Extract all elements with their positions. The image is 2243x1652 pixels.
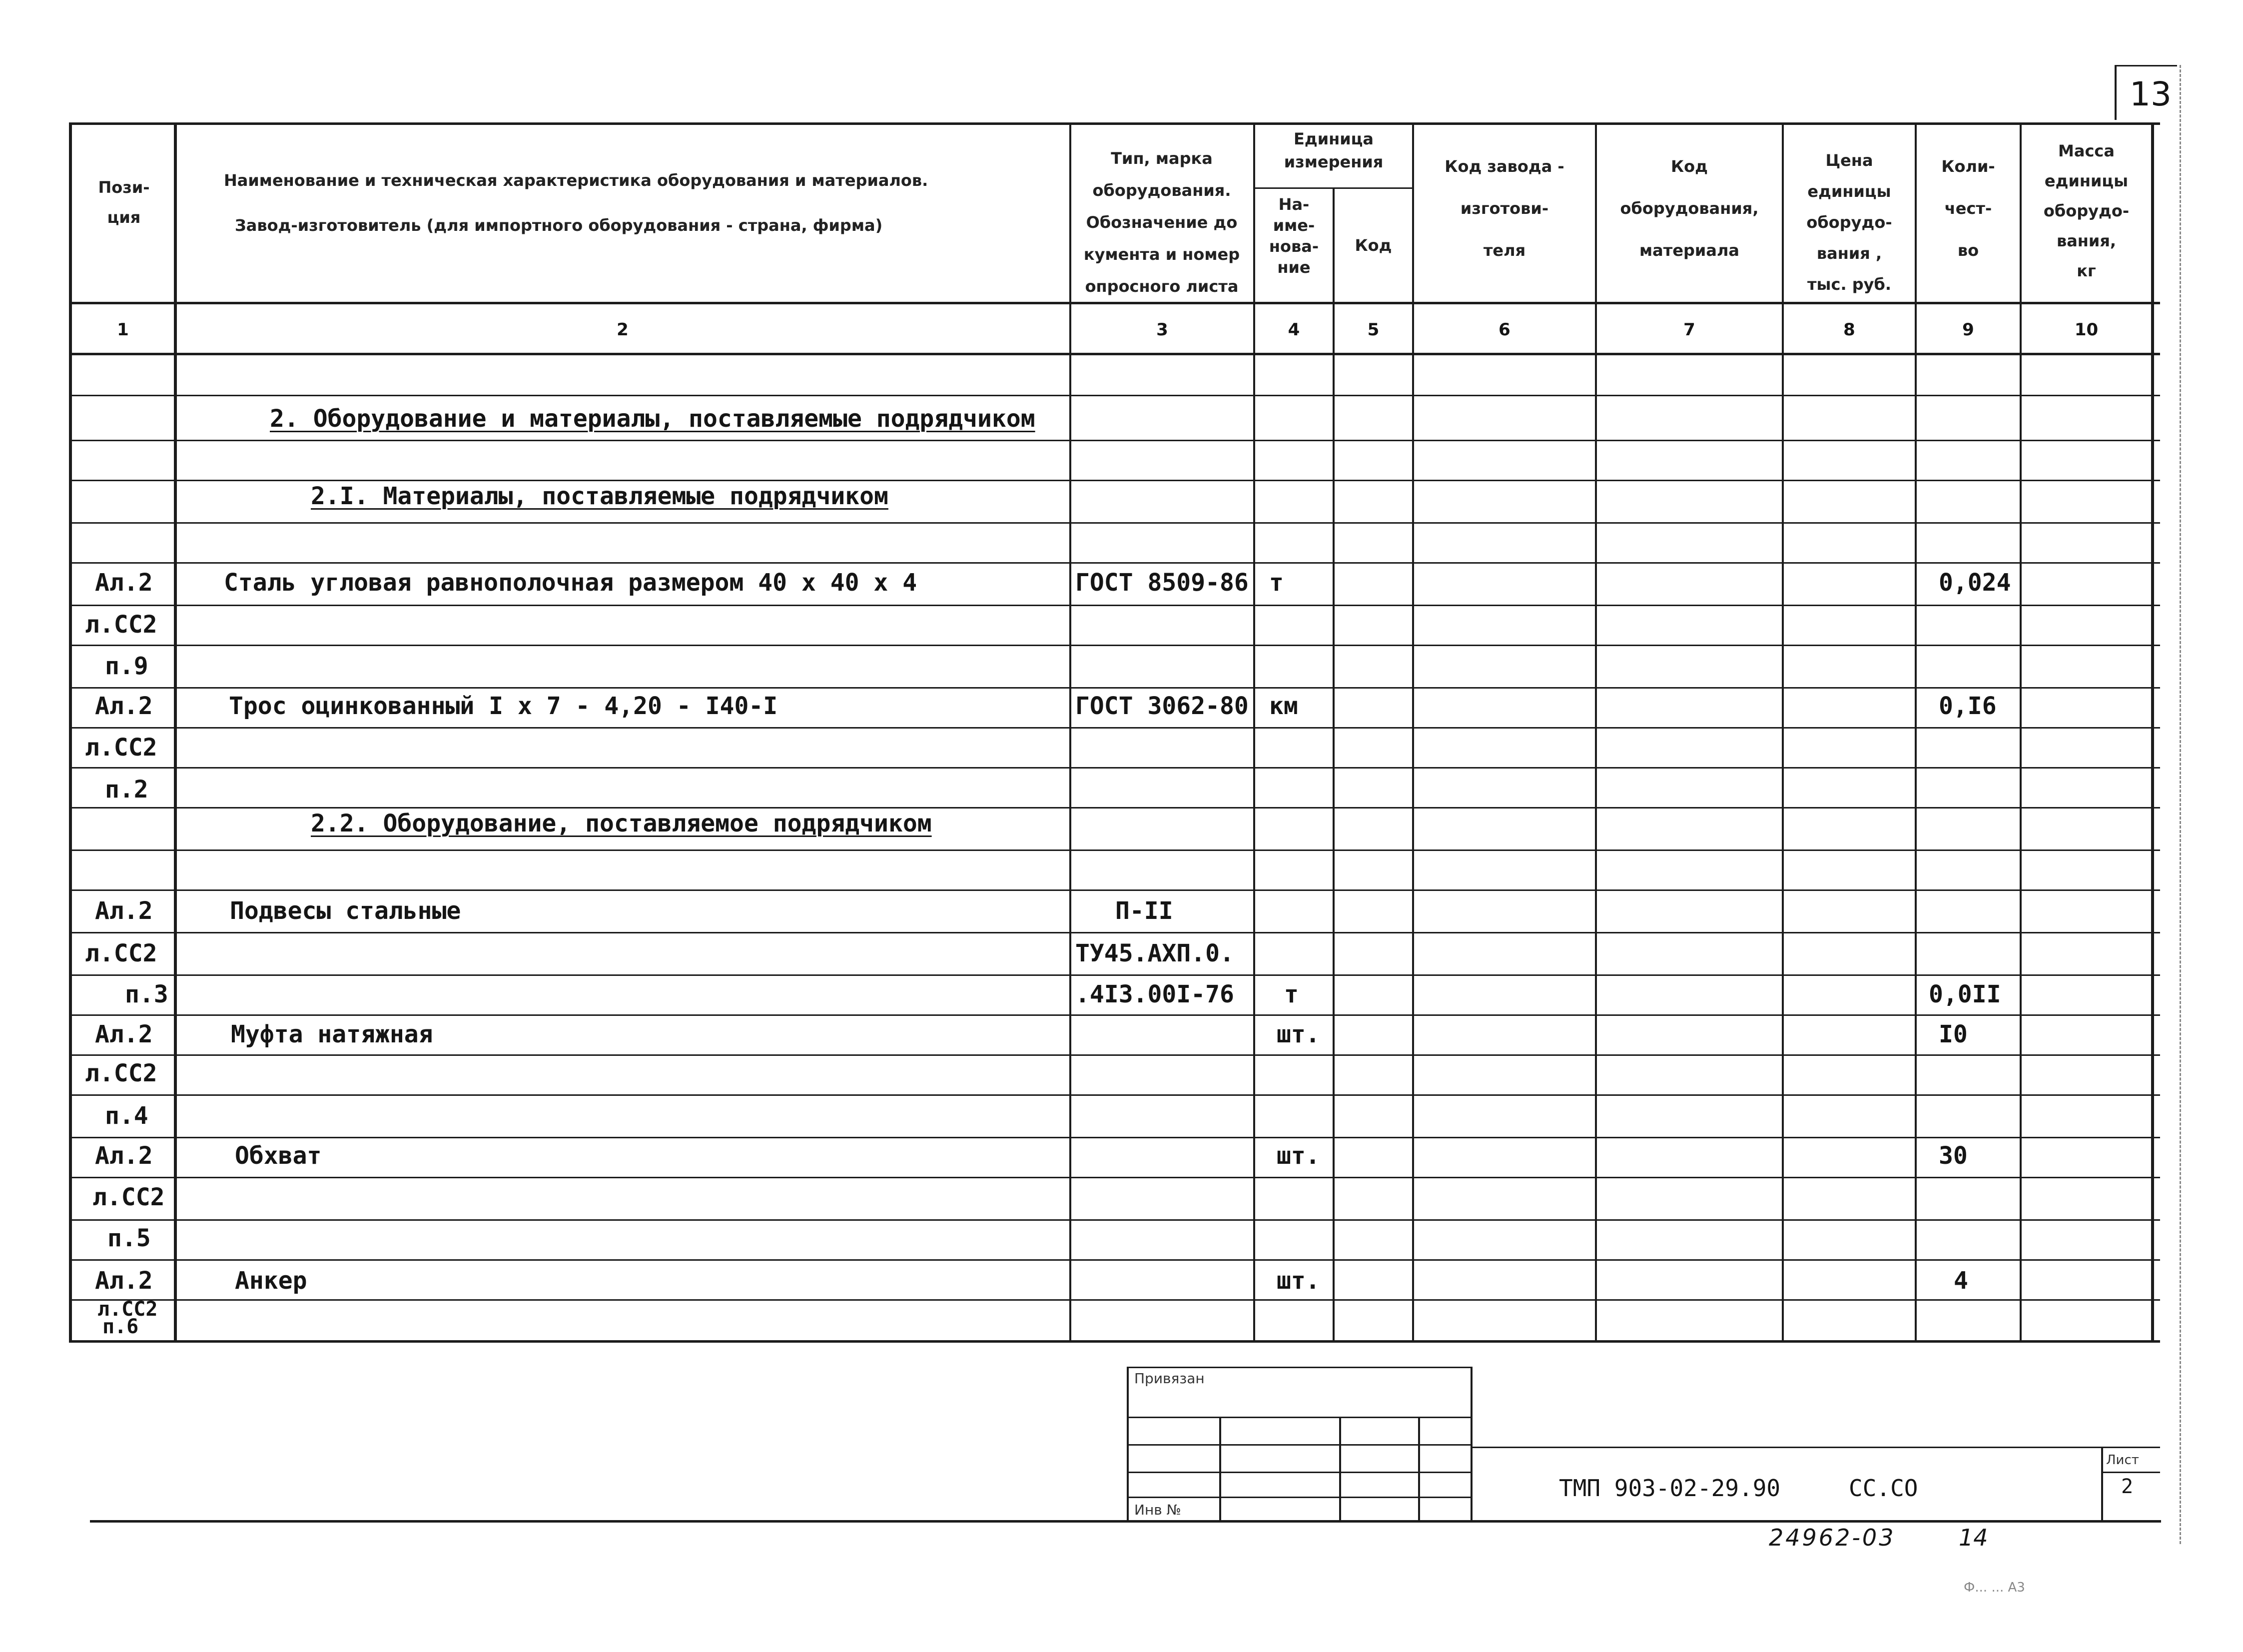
row6-unit: шт. (1277, 1267, 1320, 1295)
row-line (69, 1014, 2160, 1016)
row4-position: Ал.2 (95, 1020, 153, 1048)
col-line-9 (2020, 122, 2022, 1342)
stamp-line (1219, 1417, 1221, 1522)
row6-position: Ал.2 (95, 1267, 153, 1295)
doc-mark: СС.СО (1849, 1475, 1918, 1502)
sheet-number: 2 (2121, 1475, 2134, 1498)
row6-item: п.6 (102, 1315, 139, 1338)
stamp-inv-label: Инв № (1134, 1502, 1181, 1518)
colnum-3: 3 (1156, 320, 1168, 340)
row-line (69, 849, 2160, 851)
row-line (69, 522, 2160, 524)
row5-item: п.5 (107, 1224, 151, 1252)
row2-name: Трос оцинкованный I х 7 - 4,20 - I40-I (229, 692, 778, 720)
row3-unit: т (1284, 980, 1299, 1008)
header-col-name-line2: Завод-изготовитель (для импортного оборудования - страна, фирма) (235, 216, 883, 235)
col-line-10 (2151, 122, 2154, 1342)
row2-type: ГОСТ 3062-80 (1075, 692, 1249, 720)
colnum-5: 5 (1367, 320, 1380, 340)
row-line (69, 727, 2160, 729)
header-col-equipment-code: Код оборудования, материала (1620, 157, 1759, 260)
row5-qty: 30 (1939, 1142, 1968, 1170)
title-block-top (1472, 1447, 2160, 1448)
row3-type-line3: .4I3.00I-76 (1075, 980, 1234, 1008)
row1-qty: 0,024 (1939, 569, 2011, 597)
row4-name: Муфта натяжная (231, 1020, 433, 1048)
row1-type: ГОСТ 8509-86 (1075, 569, 1249, 597)
row2-item: п.2 (105, 776, 148, 804)
colnum-7: 7 (1683, 320, 1695, 340)
stamp-border (1127, 1367, 1472, 1368)
page-number-border-top (2115, 65, 2177, 66)
row3-type: П-II (1115, 897, 1173, 925)
page-number: 13 (2130, 75, 2172, 113)
row5-sheet: л.СС2 (92, 1183, 165, 1211)
row-line (69, 480, 2160, 481)
row2-sheet: л.СС2 (85, 734, 157, 762)
stamp-bound-label: Привязан (1134, 1370, 1205, 1387)
row1-name: Сталь угловая равнополочная размером 40 х 40 х 4 (224, 569, 917, 597)
col-line-1 (174, 122, 177, 1342)
archive-sheet: 14 (1959, 1524, 1988, 1551)
row1-item: п.9 (105, 652, 148, 680)
sheet-box-border (2101, 1447, 2103, 1522)
row5-unit: шт. (1277, 1142, 1320, 1170)
column-numbers-bottom-border (69, 353, 2160, 355)
title-block-bottom (90, 1520, 2161, 1523)
row3-name: Подвесы стальные (230, 897, 461, 925)
row-line (69, 440, 2160, 441)
header-col-plant-code: Код завода - изготови- теля (1445, 157, 1564, 260)
col-line-4 (1333, 187, 1335, 1342)
header-col-name-line1: Наименование и техническая характеристика оборудования и материалов. (224, 171, 928, 190)
stamp-border (1471, 1367, 1473, 1522)
colnum-10: 10 (2074, 320, 2099, 340)
row3-position: Ал.2 (95, 897, 153, 925)
row-line (69, 562, 2160, 564)
header-col-type: Тип, марка оборудования. Обозначение до кумента и номер опросного листа (1083, 149, 1240, 296)
paper-format: Ф... ... А3 (1964, 1580, 2025, 1595)
colnum-2: 2 (617, 320, 629, 340)
row6-name: Анкер (235, 1267, 307, 1295)
row1-sheet: л.СС2 (85, 611, 157, 639)
row-line (69, 687, 2160, 689)
section-2-title: 2. Оборудование и материалы, поставляемые подрядчиком (270, 405, 1035, 433)
stamp-border (1127, 1367, 1129, 1522)
colnum-9: 9 (1962, 320, 1974, 340)
colnum-8: 8 (1843, 320, 1855, 340)
row-line (69, 1054, 2160, 1056)
row5-name: Обхват (235, 1142, 322, 1170)
row-line (69, 645, 2160, 646)
row3-sheet: л.СС2 (85, 939, 157, 967)
row4-qty: I0 (1939, 1020, 1968, 1048)
row4-unit: шт. (1277, 1020, 1320, 1048)
col-line-6 (1595, 122, 1597, 1342)
row-line (69, 1259, 2160, 1261)
stamp-line (1339, 1417, 1341, 1522)
row1-position: Ал.2 (95, 569, 153, 597)
header-unit-group: Единица измерения (1284, 129, 1384, 171)
row-line (69, 1299, 2160, 1301)
row-line (69, 807, 2160, 809)
row6-qty: 4 (1954, 1267, 1968, 1295)
row5-position: Ал.2 (95, 1142, 153, 1170)
row-line (69, 1219, 2160, 1221)
row-line (69, 767, 2160, 769)
row-line (69, 974, 2160, 976)
header-col-position: Пози- ция (98, 178, 150, 227)
header-col-unit-name: На- име- нова- ние (1269, 195, 1319, 277)
row3-item: п.3 (125, 980, 168, 1008)
colnum-1: 1 (117, 320, 129, 340)
doc-code: ТМП 903-02-29.90 (1559, 1475, 1781, 1502)
header-col-mass: Масса единицы оборудо- вания, кг (2043, 141, 2130, 280)
row4-item: п.4 (105, 1102, 148, 1130)
section-2-1-title: 2.I. Материалы, поставляемые подрядчиком (311, 482, 888, 510)
row-line (69, 605, 2160, 606)
row-line (69, 932, 2160, 933)
header-col-price: Цена единицы оборудо- вания , тыс. руб. (1806, 151, 1892, 294)
row6-sheet: л.СС2 (97, 1298, 158, 1321)
row-line (69, 889, 2160, 891)
row2-unit: км (1269, 692, 1298, 720)
section-2-2-title: 2.2. Оборудование, поставляемое подрядчиком (311, 810, 932, 837)
col-line-7 (1782, 122, 1784, 1342)
archive-number: 24962-03 (1769, 1524, 1896, 1551)
row2-position: Ал.2 (95, 692, 153, 720)
stamp-line (1418, 1417, 1420, 1522)
row-line (69, 1137, 2160, 1138)
frame-edge (2180, 65, 2181, 1544)
row4-sheet: л.СС2 (85, 1059, 157, 1087)
col-line-0 (69, 122, 72, 1342)
header-col-quantity: Коли- чест- во (1941, 157, 1995, 260)
row-line (69, 1177, 2160, 1178)
colnum-6: 6 (1498, 320, 1510, 340)
colnum-4: 4 (1288, 320, 1300, 340)
sheet-label: Лист (2106, 1453, 2139, 1468)
row3-type-line2: ТУ45.АХП.0. (1075, 939, 1234, 967)
sheet-box-divider (2101, 1472, 2160, 1473)
row2-qty: 0,I6 (1939, 692, 1997, 720)
col-line-2 (1069, 122, 1071, 1342)
table-bottom-border (69, 1340, 2160, 1343)
row1-unit: т (1269, 569, 1284, 597)
table-top-border (69, 122, 2160, 125)
col-line-8 (1915, 122, 1917, 1342)
page-number-border (2115, 65, 2117, 120)
header-col-unit-code: Код (1355, 236, 1392, 255)
row3-qty: 0,0II (1929, 980, 2001, 1008)
col-line-5 (1412, 122, 1414, 1342)
row-line (69, 1094, 2160, 1096)
row-line (69, 395, 2160, 396)
col-line-3 (1253, 122, 1255, 1342)
